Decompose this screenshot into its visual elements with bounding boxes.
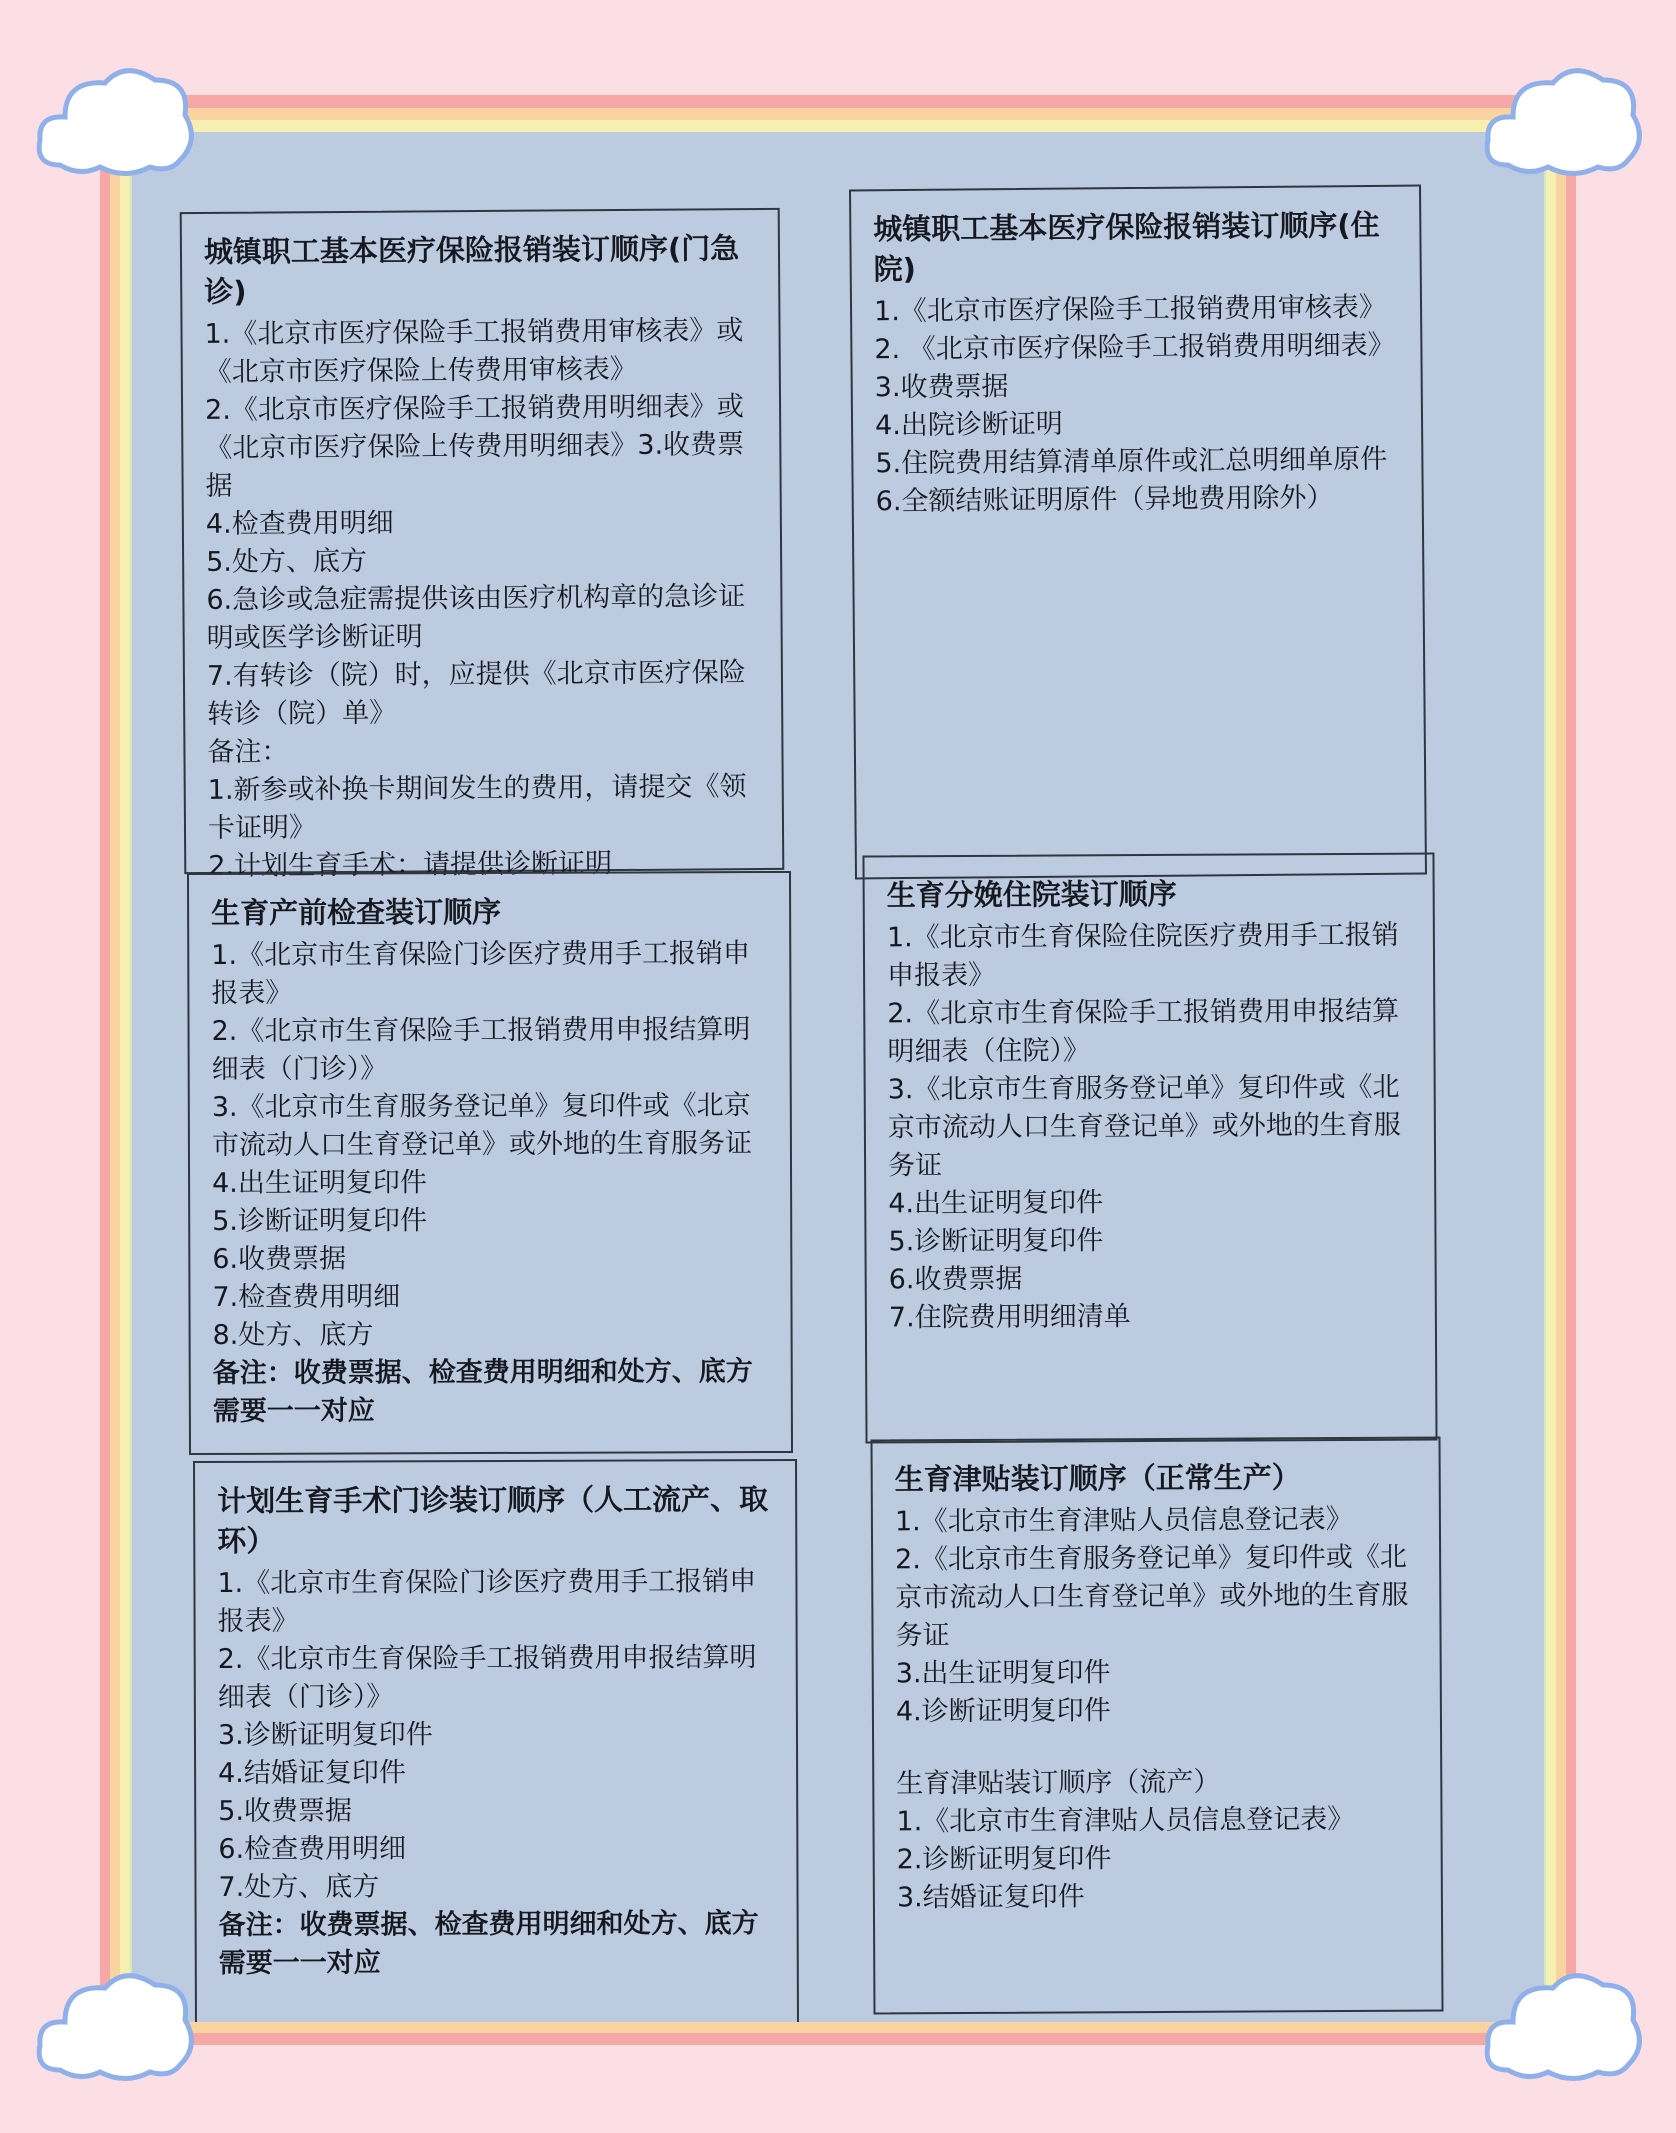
list-item: 1.新参或补换卡期间发生的费用，请提交《领卡证明》 (207, 771, 747, 844)
cloud-top-left-icon (30, 55, 200, 185)
spacer (896, 1729, 1418, 1766)
box-outpatient-reimbursement (180, 208, 785, 882)
list-item: 2.诊断证明复印件 (896, 1843, 1112, 1876)
list-item: 1.《北京市生育津贴人员信息登记表》 (894, 1503, 1353, 1538)
list-item: 6.急诊或急症需提供该由医疗机构章的急诊证明或医学诊断证明 (206, 581, 746, 654)
list-item: 7.住院费用明细清单 (888, 1301, 1131, 1334)
list-item: 2.《北京市生育保险手工报销费用申报结算明细表（门诊）》 (217, 1642, 757, 1713)
list-item: 5.诊断证明复印件 (212, 1205, 428, 1237)
box-family-planning-surgery (193, 1459, 799, 2022)
cloud-bottom-left-icon (30, 1960, 200, 2090)
box-title: 城镇职工基本医疗保险报销装订顺序(门急诊) (203, 231, 740, 309)
list-item: 5.收费票据 (218, 1795, 353, 1827)
box-prenatal-check (187, 871, 793, 1455)
note-heading: 备注： (207, 736, 289, 768)
list-item: 2.《北京市生育服务登记单》复印件或《北京市流动人口生育登记单》或外地的生育服务证 (895, 1541, 1409, 1652)
list-item: 1.《北京市生育保险住院医疗费用手工报销申报表》 (886, 919, 1399, 992)
list-item: 6.收费票据 (888, 1263, 1023, 1296)
list-item: 2.计划生育手术：请提供诊断证明 (208, 848, 613, 882)
list-item: 2.《北京市生育保险手工报销费用申报结算明细表（门诊）》 (211, 1014, 751, 1085)
list-item: 3.诊断证明复印件 (217, 1719, 433, 1751)
list-item: 1.《北京市生育保险门诊医疗费用手工报销申报表》 (211, 938, 751, 1009)
list-item: 1.《北京市生育保险门诊医疗费用手工报销申报表》 (217, 1566, 757, 1637)
box-note: 备注：收费票据、检查费用明细和处方、底方需要一一对应 (218, 1908, 759, 1979)
list-item: 3.出生证明复印件 (895, 1657, 1111, 1690)
list-item: 5.住院费用结算清单原件或汇总明细单原件 (875, 443, 1388, 480)
box-title: 城镇职工基本医疗保险报销装订顺序(住院) (873, 207, 1380, 287)
list-item: 4.结婚证复印件 (218, 1757, 406, 1789)
list-item: 4.出生证明复印件 (888, 1187, 1104, 1220)
list-item: 8.处方、底方 (212, 1319, 374, 1351)
list-item: 1.《北京市医疗保险手工报销费用审核表》 (873, 291, 1386, 328)
list-item: 3.《北京市生育服务登记单》复印件或《北京市流动人口生育登记单》或外地的生育服务证 (211, 1090, 752, 1161)
list-item: 5.诊断证明复印件 (888, 1225, 1104, 1258)
list-item: 3.结婚证复印件 (896, 1881, 1085, 1914)
box-note: 备注：收费票据、检查费用明细和处方、底方需要一一对应 (212, 1356, 753, 1427)
box-subtitle: 生育津贴装订顺序（流产） (896, 1766, 1221, 1800)
list-item: 3.《北京市生育服务登记单》复印件或《北京市流动人口生育登记单》或外地的生育服务证 (887, 1071, 1401, 1182)
list-item: 4.诊断证明复印件 (895, 1695, 1111, 1728)
list-item: 6.收费票据 (212, 1243, 347, 1275)
list-item: 7.有转诊（院）时，应提供《北京市医疗保险转诊（院）单》 (206, 657, 746, 730)
box-title: 计划生育手术门诊装订顺序（人工流产、取环） (217, 1482, 769, 1558)
list-item: 6.检查费用明细 (218, 1833, 407, 1865)
box-inpatient-reimbursement (849, 185, 1427, 880)
list-item: 6.全额结账证明原件（异地费用除外） (875, 482, 1334, 518)
list-item: 4.出院诊断证明 (874, 408, 1063, 442)
document-paper (132, 132, 1544, 2022)
box-title: 生育津贴装订顺序（正常生产） (894, 1460, 1301, 1497)
list-item: 1.《北京市医疗保险手工报销费用审核表》或《北京市医疗保险上传费用审核表》 (204, 315, 744, 388)
cloud-bottom-right-icon (1478, 1960, 1648, 2090)
box-title: 生育分娩住院装订顺序 (886, 876, 1177, 913)
list-item: 2.《北京市生育保险手工报销费用申报结算明细表（住院）》 (887, 995, 1400, 1068)
box-title: 生育产前检查装订顺序 (211, 894, 502, 930)
list-item: 4.检查费用明细 (205, 507, 394, 540)
cloud-top-right-icon (1478, 55, 1648, 185)
list-item: 7.检查费用明细 (212, 1281, 401, 1313)
box-childbirth-inpatient (862, 853, 1437, 1444)
list-item: 5.处方、底方 (206, 545, 368, 578)
list-item: 1.《北京市生育津贴人员信息登记表》 (896, 1803, 1355, 1838)
box-maternity-allowance (870, 1437, 1443, 2015)
list-item: 7.处方、底方 (218, 1871, 380, 1903)
list-item: 2.《北京市医疗保险手工报销费用明细表》或《北京市医疗保险上传费用明细表》3.收费票据 (204, 391, 745, 502)
list-item: 4.出生证明复印件 (212, 1167, 427, 1199)
list-item: 2. 《北京市医疗保险手工报销费用明细表》 (874, 329, 1395, 366)
list-item: 3.收费票据 (874, 371, 1009, 404)
